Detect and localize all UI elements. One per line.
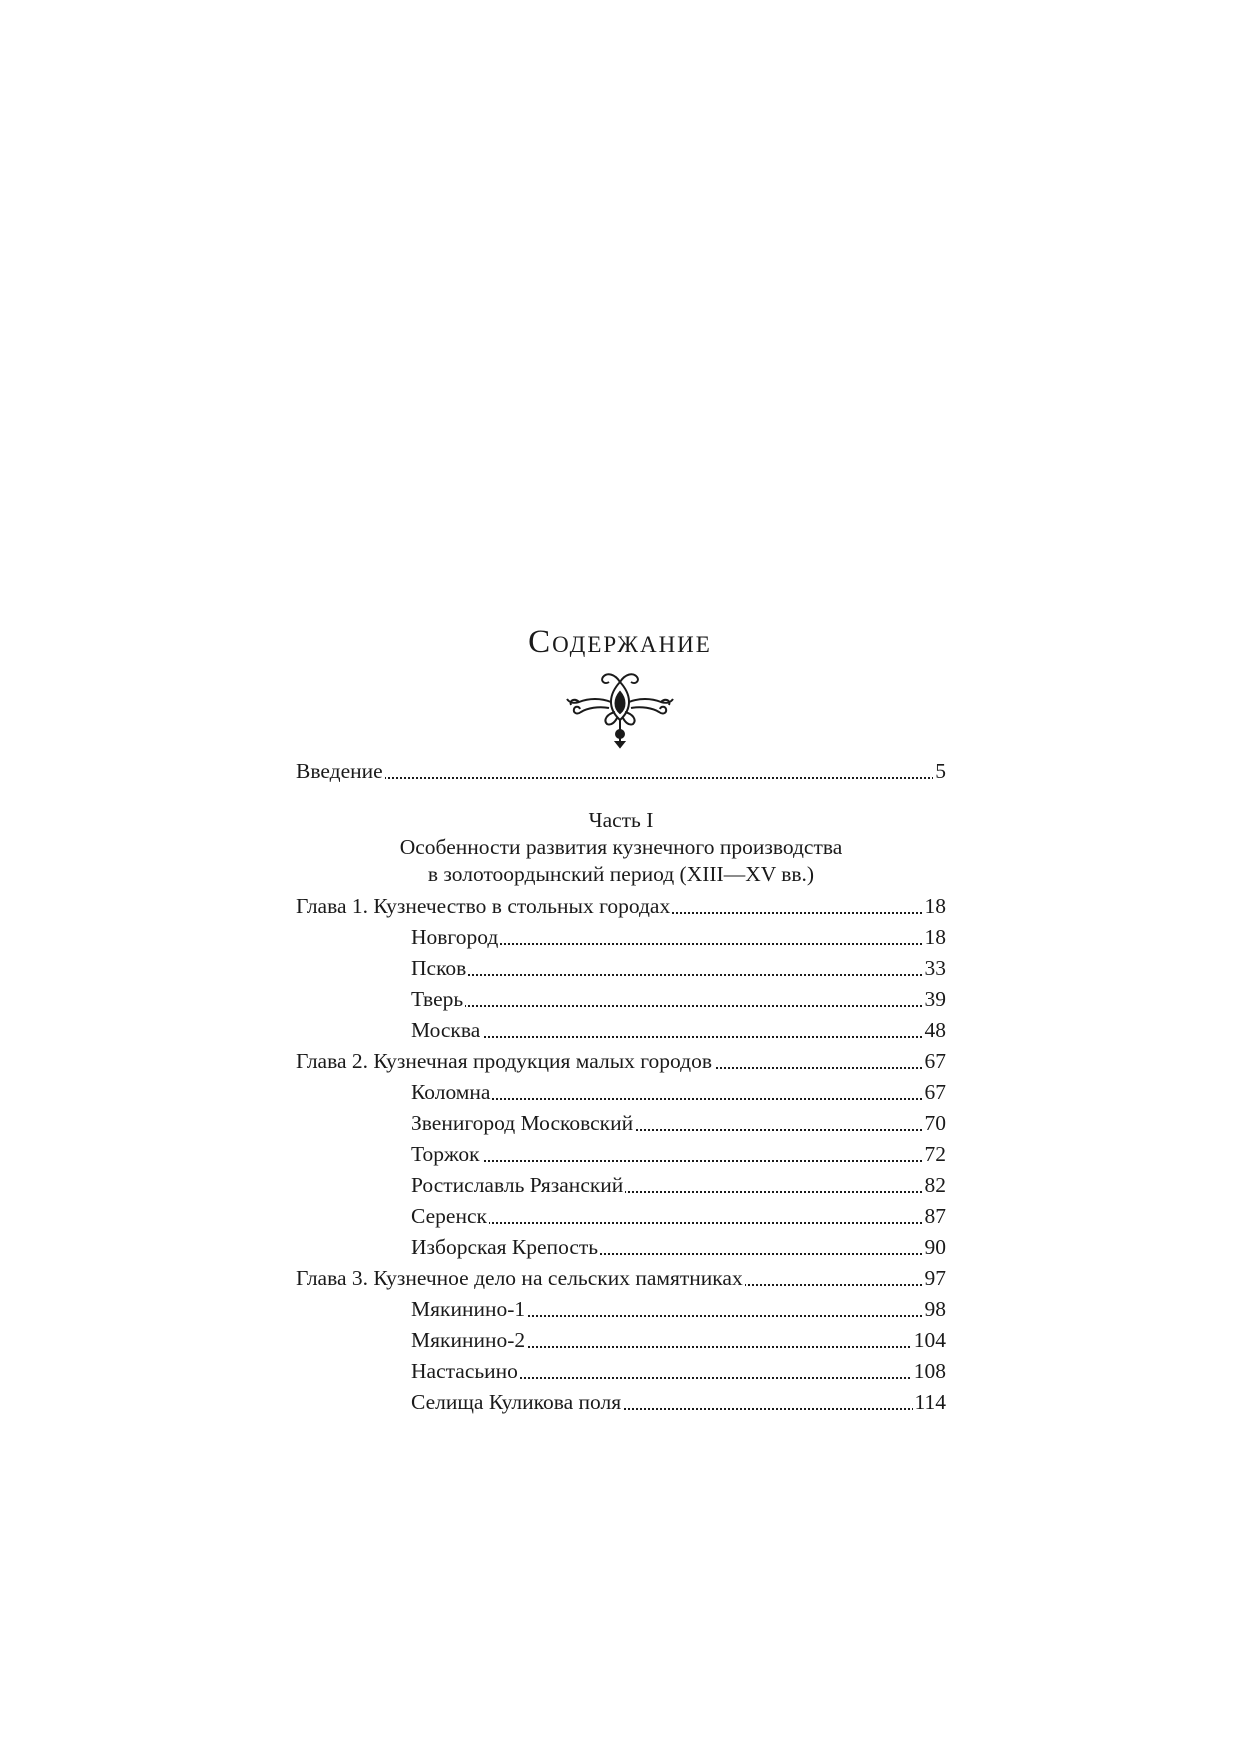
- toc-entry-chapter[interactable]: [296, 1046, 946, 1077]
- toc-entry-section[interactable]: [296, 1139, 946, 1170]
- floral-vignette-ornament: [565, 668, 675, 750]
- toc-entry-label: Глава 1. Кузнечество в стольных городах: [296, 894, 671, 918]
- toc-entry-section[interactable]: [296, 1015, 946, 1046]
- toc-entry-section[interactable]: [296, 953, 946, 984]
- toc-entry-section[interactable]: [296, 1232, 946, 1263]
- dot-leader: [296, 777, 946, 779]
- toc-entry-page: 67: [923, 1046, 947, 1077]
- dot-leader: [411, 1222, 946, 1224]
- toc-entry-label: Коломна: [411, 1080, 491, 1104]
- toc-entry-page: 114: [913, 1387, 946, 1418]
- toc-entry-page: 87: [923, 1201, 947, 1232]
- table-of-contents: [296, 756, 946, 1418]
- toc-entry-page: 67: [923, 1077, 947, 1108]
- toc-entry-label: Москва: [411, 1018, 481, 1042]
- toc-entry-page: 18: [923, 922, 947, 953]
- part-title-line1: Особенности развития кузнечного производства: [399, 835, 843, 859]
- toc-entry-section[interactable]: [296, 984, 946, 1015]
- toc-entry-label: Мякинино-2: [411, 1328, 526, 1352]
- toc-entry-label: Новгород: [411, 925, 499, 949]
- page-title: Содержание: [528, 624, 712, 660]
- toc-entry-chapter[interactable]: [296, 891, 946, 922]
- toc-entry-label: Настасьино: [411, 1359, 518, 1383]
- toc-entry-label: Псков: [411, 956, 467, 980]
- toc-entry-label: Глава 2. Кузнечная продукция малых городов: [296, 1049, 713, 1073]
- dot-leader: [411, 1160, 946, 1162]
- toc-entry-section[interactable]: [296, 1108, 946, 1139]
- toc-entry-section[interactable]: [296, 922, 946, 953]
- toc-entry-label: Мякинино-1: [411, 1297, 526, 1321]
- toc-entry-section[interactable]: [296, 1201, 946, 1232]
- toc-entry-page: 48: [923, 1015, 947, 1046]
- toc-entry-page: 108: [912, 1356, 946, 1387]
- toc-entry-page: 70: [923, 1108, 947, 1139]
- toc-entry-chapter[interactable]: [296, 1263, 946, 1294]
- toc-entry-page: 33: [923, 953, 947, 984]
- toc-entry-page: 98: [923, 1294, 947, 1325]
- toc-entry-section[interactable]: [296, 1356, 946, 1387]
- toc-entry-page: 72: [923, 1139, 947, 1170]
- toc-entry-page: 90: [923, 1232, 947, 1263]
- toc-entry-label: Ростиславль Рязанский: [411, 1173, 624, 1197]
- toc-entry-label: Тверь: [411, 987, 464, 1011]
- toc-entry-label: Глава 3. Кузнечное дело на сельских памятниках: [296, 1266, 743, 1290]
- toc-entry-section[interactable]: [296, 1294, 946, 1325]
- toc-entry-introduction[interactable]: [296, 756, 946, 787]
- toc-entry-page: 97: [923, 1263, 947, 1294]
- toc-entry-label: Серенск: [411, 1204, 487, 1228]
- toc-entry-page: 39: [923, 984, 947, 1015]
- part-label: Часть I: [588, 808, 654, 832]
- part-heading: [296, 807, 946, 888]
- dot-leader: [411, 974, 946, 976]
- toc-entry-label: Селища Куликова поля: [411, 1390, 622, 1414]
- toc-entry-page: 18: [923, 891, 947, 922]
- toc-entry-label: Введение: [296, 759, 383, 783]
- dot-leader: [411, 1005, 946, 1007]
- toc-entry-label: Звенигород Московский: [411, 1111, 634, 1135]
- toc-entry-page: 5: [933, 756, 946, 787]
- toc-entry-section[interactable]: [296, 1387, 946, 1418]
- toc-entry-section[interactable]: [296, 1077, 946, 1108]
- toc-entry-page: 82: [923, 1170, 947, 1201]
- toc-entry-label: Торжок: [411, 1142, 480, 1166]
- toc-entry-section[interactable]: [296, 1170, 946, 1201]
- toc-entry-section[interactable]: [296, 1325, 946, 1356]
- part-title-line2: в золотоордынский период (XIII—XV вв.): [427, 862, 815, 886]
- toc-entry-label: Изборская Крепость: [411, 1235, 599, 1259]
- toc-entry-page: 104: [912, 1325, 946, 1356]
- dot-leader: [411, 1036, 946, 1038]
